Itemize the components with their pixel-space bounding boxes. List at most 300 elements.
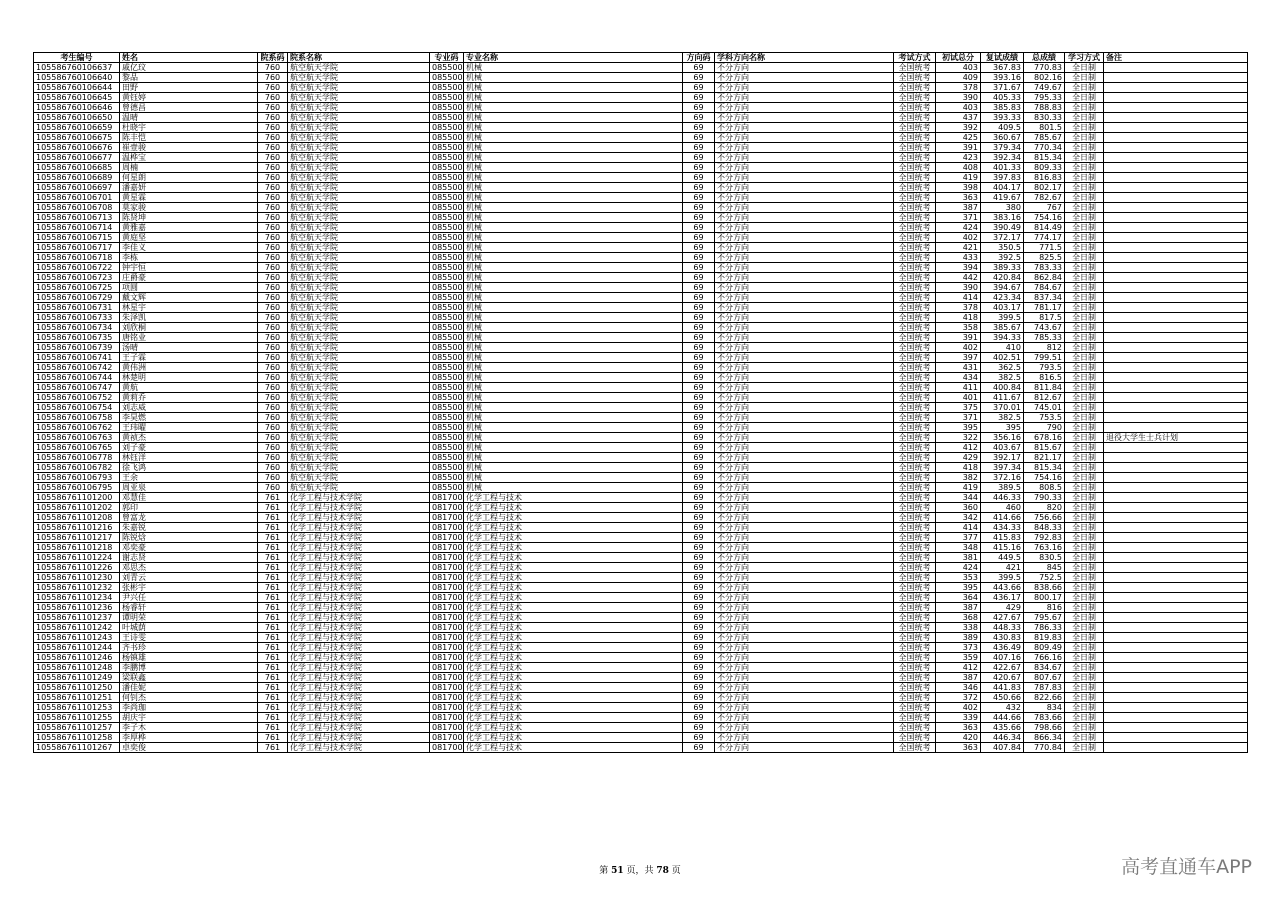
cell-dept-code: 761 (258, 493, 288, 503)
cell-dept-name: 化学工程与技术学院 (288, 623, 430, 633)
cell-direction-code: 69 (683, 533, 715, 543)
cell-dept-name: 化学工程与技术学院 (288, 513, 430, 523)
cell-remarks (1104, 333, 1248, 343)
cell-direction-code: 69 (683, 743, 715, 753)
cell-major-name: 机械 (464, 223, 683, 233)
cell-remarks (1104, 263, 1248, 273)
cell-study-mode: 全日制 (1065, 643, 1104, 653)
cell-total-score: 798.66 (1024, 723, 1065, 733)
table-row (34, 613, 1248, 623)
cell-study-mode: 全日制 (1065, 253, 1104, 263)
cell-retest-score: 420.84 (981, 273, 1024, 283)
cell-major-name: 机械 (464, 123, 683, 133)
cell-retest-score: 432 (981, 703, 1024, 713)
cell-dept-code: 761 (258, 513, 288, 523)
cell-remarks (1104, 243, 1248, 253)
cell-candidate-id: 105586760106718 (34, 253, 120, 263)
cell-exam-type: 全国统考 (894, 493, 936, 503)
cell-candidate-id: 105586760106640 (34, 73, 120, 83)
cell-major-code: 085500 (430, 303, 464, 313)
cell-exam-type: 全国统考 (894, 593, 936, 603)
cell-direction-name: 不分方向 (715, 183, 894, 193)
cell-dept-code: 760 (258, 163, 288, 173)
cell-dept-code: 760 (258, 393, 288, 403)
cell-candidate-id: 105586760106722 (34, 263, 120, 273)
cell-candidate-id: 105586760106701 (34, 193, 120, 203)
cell-direction-name: 不分方向 (715, 733, 894, 743)
cell-major-name: 化学工程与技术 (464, 703, 683, 713)
cell-major-code: 085500 (430, 363, 464, 373)
cell-dept-name: 航空航天学院 (288, 363, 430, 373)
cell-direction-code: 69 (683, 463, 715, 473)
cell-name: 杨镇雄 (120, 653, 258, 663)
cell-initial-score: 411 (936, 383, 981, 393)
cell-dept-code: 760 (258, 383, 288, 393)
cell-exam-type: 全国统考 (894, 583, 936, 593)
cell-candidate-id: 105586761101244 (34, 643, 120, 653)
cell-total-score: 774.17 (1024, 233, 1065, 243)
cell-major-name: 机械 (464, 233, 683, 243)
cell-total-score: 783.66 (1024, 713, 1065, 723)
cell-dept-code: 761 (258, 573, 288, 583)
cell-initial-score: 391 (936, 143, 981, 153)
cell-remarks (1104, 693, 1248, 703)
cell-candidate-id: 105586761101267 (34, 743, 120, 753)
cell-major-name: 化学工程与技术 (464, 713, 683, 723)
cell-name: 崔壹骏 (120, 143, 258, 153)
cell-major-code: 081700 (430, 613, 464, 623)
cell-dept-name: 化学工程与技术学院 (288, 553, 430, 563)
cell-direction-name: 不分方向 (715, 323, 894, 333)
cell-major-name: 机械 (464, 83, 683, 93)
cell-direction-code: 69 (683, 593, 715, 603)
cell-direction-name: 不分方向 (715, 583, 894, 593)
cell-direction-code: 69 (683, 523, 715, 533)
cell-initial-score: 423 (936, 153, 981, 163)
cell-remarks (1104, 473, 1248, 483)
table-row (34, 313, 1248, 323)
cell-direction-code: 69 (683, 573, 715, 583)
cell-major-name: 机械 (464, 353, 683, 363)
cell-dept-code: 761 (258, 653, 288, 663)
cell-name: 尹兴任 (120, 593, 258, 603)
cell-study-mode: 全日制 (1065, 323, 1104, 333)
cell-dept-code: 760 (258, 93, 288, 103)
cell-study-mode: 全日制 (1065, 543, 1104, 553)
cell-direction-code: 69 (683, 473, 715, 483)
page-footer (0, 863, 1280, 876)
cell-study-mode: 全日制 (1065, 113, 1104, 123)
cell-direction-code: 69 (683, 543, 715, 553)
table-row (34, 683, 1248, 693)
cell-dept-code: 760 (258, 173, 288, 183)
cell-initial-score: 424 (936, 223, 981, 233)
cell-total-score: 785.33 (1024, 333, 1065, 343)
cell-dept-code: 761 (258, 733, 288, 743)
cell-major-name: 机械 (464, 413, 683, 423)
table-row (34, 543, 1248, 553)
cell-initial-score: 372 (936, 693, 981, 703)
cell-dept-code: 761 (258, 743, 288, 753)
cell-dept-name: 航空航天学院 (288, 473, 430, 483)
cell-direction-name: 不分方向 (715, 383, 894, 393)
cell-exam-type: 全国统考 (894, 233, 936, 243)
table-row (34, 383, 1248, 393)
cell-initial-score: 408 (936, 163, 981, 173)
cell-name: 刘欣桐 (120, 323, 258, 333)
cell-dept-code: 760 (258, 453, 288, 463)
cell-candidate-id: 105586760106645 (34, 93, 120, 103)
cell-exam-type: 全国统考 (894, 623, 936, 633)
total-pages: 78 (656, 866, 669, 876)
cell-exam-type: 全国统考 (894, 673, 936, 683)
cell-remarks (1104, 363, 1248, 373)
cell-dept-name: 航空航天学院 (288, 203, 430, 213)
cell-exam-type: 全国统考 (894, 403, 936, 413)
cell-total-score: 808.5 (1024, 483, 1065, 493)
cell-dept-code: 760 (258, 343, 288, 353)
cell-major-name: 机械 (464, 403, 683, 413)
cell-remarks (1104, 113, 1248, 123)
cell-remarks (1104, 563, 1248, 573)
cell-study-mode: 全日制 (1065, 403, 1104, 413)
cell-major-code: 085500 (430, 183, 464, 193)
cell-dept-name: 航空航天学院 (288, 453, 430, 463)
cell-major-code: 085500 (430, 253, 464, 263)
cell-direction-name: 不分方向 (715, 93, 894, 103)
cell-dept-code: 760 (258, 423, 288, 433)
admission-results-table (33, 52, 1248, 753)
cell-total-score: 816.83 (1024, 173, 1065, 183)
cell-direction-name: 不分方向 (715, 213, 894, 223)
cell-remarks: 退役大学生士兵计划 (1104, 433, 1248, 443)
cell-initial-score: 409 (936, 73, 981, 83)
cell-study-mode: 全日制 (1065, 313, 1104, 323)
cell-major-code: 085500 (430, 323, 464, 333)
cell-name: 郭印 (120, 503, 258, 513)
cell-candidate-id: 105586760106762 (34, 423, 120, 433)
cell-major-name: 化学工程与技术 (464, 693, 683, 703)
table-row (34, 143, 1248, 153)
cell-candidate-id: 105586761101232 (34, 583, 120, 593)
cell-remarks (1104, 223, 1248, 233)
col-header-direction-name: 学科方向名称 (715, 53, 894, 63)
cell-name: 胡庆宇 (120, 713, 258, 723)
cell-dept-code: 760 (258, 363, 288, 373)
cell-total-score: 825.5 (1024, 253, 1065, 263)
table-row (34, 513, 1248, 523)
cell-major-name: 化学工程与技术 (464, 553, 683, 563)
cell-initial-score: 395 (936, 583, 981, 593)
cell-exam-type: 全国统考 (894, 563, 936, 573)
cell-dept-name: 航空航天学院 (288, 233, 430, 243)
cell-major-name: 化学工程与技术 (464, 603, 683, 613)
cell-retest-score: 372.16 (981, 473, 1024, 483)
cell-direction-name: 不分方向 (715, 463, 894, 473)
cell-exam-type: 全国统考 (894, 423, 936, 433)
cell-remarks (1104, 213, 1248, 223)
cell-direction-code: 69 (683, 723, 715, 733)
cell-direction-code: 69 (683, 173, 715, 183)
cell-major-code: 085500 (430, 373, 464, 383)
cell-candidate-id: 105586761101237 (34, 613, 120, 623)
cell-total-score: 830.33 (1024, 113, 1065, 123)
table-row (34, 473, 1248, 483)
cell-dept-code: 760 (258, 403, 288, 413)
cell-total-score: 790.33 (1024, 493, 1065, 503)
cell-remarks (1104, 103, 1248, 113)
cell-direction-name: 不分方向 (715, 513, 894, 523)
cell-candidate-id: 105586760106778 (34, 453, 120, 463)
cell-initial-score: 421 (936, 243, 981, 253)
cell-dept-name: 化学工程与技术学院 (288, 523, 430, 533)
cell-dept-code: 761 (258, 553, 288, 563)
cell-major-name: 机械 (464, 363, 683, 373)
cell-exam-type: 全国统考 (894, 683, 936, 693)
cell-major-code: 081700 (430, 673, 464, 683)
cell-direction-name: 不分方向 (715, 603, 894, 613)
cell-study-mode: 全日制 (1065, 303, 1104, 313)
cell-retest-score: 403.67 (981, 443, 1024, 453)
cell-initial-score: 419 (936, 483, 981, 493)
cell-retest-score: 434.33 (981, 523, 1024, 533)
cell-major-name: 机械 (464, 473, 683, 483)
cell-direction-code: 69 (683, 283, 715, 293)
table-body (34, 63, 1248, 753)
table-row (34, 633, 1248, 643)
cell-major-name: 化学工程与技术 (464, 743, 683, 753)
table-row (34, 593, 1248, 603)
cell-exam-type: 全国统考 (894, 143, 936, 153)
cell-remarks (1104, 143, 1248, 153)
cell-candidate-id: 105586760106733 (34, 313, 120, 323)
table-row (34, 443, 1248, 453)
cell-major-name: 化学工程与技术 (464, 623, 683, 633)
cell-direction-code: 69 (683, 203, 715, 213)
cell-dept-code: 760 (258, 323, 288, 333)
cell-total-score: 786.33 (1024, 623, 1065, 633)
cell-direction-name: 不分方向 (715, 663, 894, 673)
cell-dept-name: 航空航天学院 (288, 243, 430, 253)
cell-name: 李佳义 (120, 243, 258, 253)
cell-study-mode: 全日制 (1065, 103, 1104, 113)
cell-direction-name: 不分方向 (715, 83, 894, 93)
cell-exam-type: 全国统考 (894, 633, 936, 643)
cell-name: 徐飞鸿 (120, 463, 258, 473)
cell-candidate-id: 105586761101253 (34, 703, 120, 713)
cell-candidate-id: 105586760106675 (34, 133, 120, 143)
cell-major-code: 085500 (430, 143, 464, 153)
cell-total-score: 795.67 (1024, 613, 1065, 623)
cell-total-score: 745.01 (1024, 403, 1065, 413)
cell-direction-name: 不分方向 (715, 143, 894, 153)
cell-dept-code: 760 (258, 223, 288, 233)
cell-retest-score: 422.67 (981, 663, 1024, 673)
cell-direction-name: 不分方向 (715, 403, 894, 413)
cell-dept-name: 航空航天学院 (288, 93, 430, 103)
table-row (34, 203, 1248, 213)
cell-remarks (1104, 653, 1248, 663)
cell-direction-name: 不分方向 (715, 73, 894, 83)
cell-retest-score: 397.34 (981, 463, 1024, 473)
cell-total-score: 845 (1024, 563, 1065, 573)
cell-direction-code: 69 (683, 393, 715, 403)
cell-dept-name: 航空航天学院 (288, 373, 430, 383)
cell-remarks (1104, 743, 1248, 753)
cell-candidate-id: 105586761101202 (34, 503, 120, 513)
cell-major-code: 081700 (430, 523, 464, 533)
cell-direction-code: 69 (683, 383, 715, 393)
cell-initial-score: 391 (936, 333, 981, 343)
cell-direction-name: 不分方向 (715, 123, 894, 133)
cell-remarks (1104, 663, 1248, 673)
cell-initial-score: 403 (936, 103, 981, 113)
cell-direction-name: 不分方向 (715, 693, 894, 703)
cell-retest-score: 360.67 (981, 133, 1024, 143)
cell-direction-code: 69 (683, 403, 715, 413)
cell-study-mode: 全日制 (1065, 633, 1104, 643)
cell-exam-type: 全国统考 (894, 243, 936, 253)
cell-candidate-id: 105586761101258 (34, 733, 120, 743)
cell-total-score: 767 (1024, 203, 1065, 213)
cell-direction-name: 不分方向 (715, 63, 894, 73)
table-row (34, 273, 1248, 283)
cell-major-code: 085500 (430, 73, 464, 83)
col-header-total-score: 总成绩 (1024, 53, 1065, 63)
cell-initial-score: 339 (936, 713, 981, 723)
cell-name: 周亚泉 (120, 483, 258, 493)
cell-name: 刘青云 (120, 573, 258, 583)
cell-remarks (1104, 93, 1248, 103)
cell-name: 潘嘉妍 (120, 183, 258, 193)
cell-initial-score: 412 (936, 663, 981, 673)
cell-total-score: 766.16 (1024, 653, 1065, 663)
cell-total-score: 816.5 (1024, 373, 1065, 383)
cell-exam-type: 全国统考 (894, 723, 936, 733)
cell-exam-type: 全国统考 (894, 263, 936, 273)
cell-initial-score: 398 (936, 183, 981, 193)
table-row (34, 563, 1248, 573)
cell-direction-name: 不分方向 (715, 223, 894, 233)
table-row (34, 343, 1248, 353)
cell-retest-score: 362.5 (981, 363, 1024, 373)
cell-direction-name: 不分方向 (715, 293, 894, 303)
cell-name: 邓思杰 (120, 563, 258, 573)
cell-candidate-id: 105586760106735 (34, 333, 120, 343)
cell-study-mode: 全日制 (1065, 563, 1104, 573)
cell-major-name: 化学工程与技术 (464, 493, 683, 503)
table-row (34, 93, 1248, 103)
cell-exam-type: 全国统考 (894, 253, 936, 263)
cell-major-code: 085500 (430, 83, 464, 93)
cell-name: 陈锐焓 (120, 533, 258, 543)
cell-major-name: 机械 (464, 193, 683, 203)
cell-dept-code: 760 (258, 233, 288, 243)
table-row (34, 173, 1248, 183)
cell-retest-score: 404.17 (981, 183, 1024, 193)
cell-direction-name: 不分方向 (715, 193, 894, 203)
cell-candidate-id: 105586760106659 (34, 123, 120, 133)
cell-total-score: 848.33 (1024, 523, 1065, 533)
cell-direction-name: 不分方向 (715, 243, 894, 253)
cell-remarks (1104, 293, 1248, 303)
cell-major-code: 085500 (430, 263, 464, 273)
cell-name: 陈贤坤 (120, 213, 258, 223)
cell-study-mode: 全日制 (1065, 383, 1104, 393)
cell-dept-name: 航空航天学院 (288, 353, 430, 363)
cell-dept-code: 760 (258, 313, 288, 323)
cell-major-code: 081700 (430, 603, 464, 613)
cell-remarks (1104, 673, 1248, 683)
cell-name: 田野 (120, 83, 258, 93)
cell-dept-name: 航空航天学院 (288, 413, 430, 423)
cell-initial-score: 418 (936, 313, 981, 323)
cell-dept-name: 化学工程与技术学院 (288, 683, 430, 693)
cell-name: 李栋 (120, 253, 258, 263)
cell-direction-code: 69 (683, 213, 715, 223)
cell-study-mode: 全日制 (1065, 243, 1104, 253)
cell-total-score: 754.16 (1024, 473, 1065, 483)
table-header-row (34, 53, 1248, 63)
cell-candidate-id: 105586760106689 (34, 173, 120, 183)
cell-dept-code: 761 (258, 543, 288, 553)
cell-dept-code: 760 (258, 113, 288, 123)
cell-major-code: 085500 (430, 93, 464, 103)
cell-candidate-id: 105586760106782 (34, 463, 120, 473)
table-row (34, 323, 1248, 333)
cell-candidate-id: 105586760106714 (34, 223, 120, 233)
cell-name: 温桦宝 (120, 153, 258, 163)
cell-exam-type: 全国统考 (894, 503, 936, 513)
cell-direction-code: 69 (683, 603, 715, 613)
cell-remarks (1104, 513, 1248, 523)
cell-major-code: 081700 (430, 573, 464, 583)
col-header-candidate-id: 考生编号 (34, 53, 120, 63)
cell-retest-score: 389.5 (981, 483, 1024, 493)
cell-total-score: 749.67 (1024, 83, 1065, 93)
cell-dept-name: 航空航天学院 (288, 133, 430, 143)
cell-direction-code: 69 (683, 133, 715, 143)
cell-dept-code: 761 (258, 533, 288, 543)
cell-major-name: 化学工程与技术 (464, 663, 683, 673)
cell-retest-score: 429 (981, 603, 1024, 613)
cell-initial-score: 363 (936, 193, 981, 203)
table-row (34, 303, 1248, 313)
cell-name: 朱泽凯 (120, 313, 258, 323)
cell-remarks (1104, 483, 1248, 493)
cell-candidate-id: 105586761101224 (34, 553, 120, 563)
cell-dept-code: 761 (258, 643, 288, 653)
cell-study-mode: 全日制 (1065, 163, 1104, 173)
cell-direction-code: 69 (683, 153, 715, 163)
cell-major-name: 机械 (464, 373, 683, 383)
table-row (34, 413, 1248, 423)
cell-major-code: 081700 (430, 633, 464, 643)
cell-direction-code: 69 (683, 513, 715, 523)
cell-direction-name: 不分方向 (715, 503, 894, 513)
cell-total-score: 816 (1024, 603, 1065, 613)
cell-retest-score: 407.84 (981, 743, 1024, 753)
cell-candidate-id: 105586760106725 (34, 283, 120, 293)
cell-major-code: 081700 (430, 683, 464, 693)
cell-total-score: 784.67 (1024, 283, 1065, 293)
cell-dept-code: 760 (258, 73, 288, 83)
cell-total-score: 817.5 (1024, 313, 1065, 323)
cell-remarks (1104, 623, 1248, 633)
cell-exam-type: 全国统考 (894, 363, 936, 373)
cell-initial-score: 338 (936, 623, 981, 633)
cell-direction-code: 69 (683, 253, 715, 263)
